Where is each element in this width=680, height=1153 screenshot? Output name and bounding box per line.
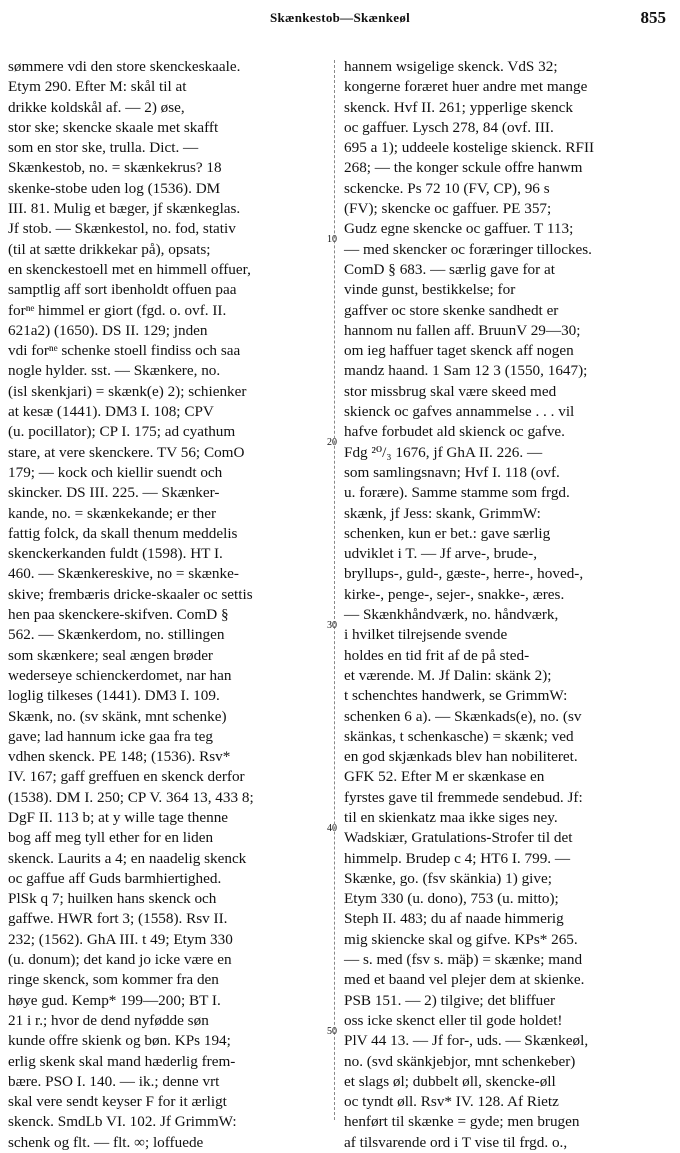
- left-column-line: kunde offre skienk og bøn. KPs 194;: [8, 1032, 231, 1050]
- left-column-line: 562. — Skænkerdom, no. stillingen: [8, 626, 225, 644]
- left-column-line: samptlig aff sort ibenholdt offuen paa: [8, 281, 237, 299]
- line-marker-20: 20: [327, 437, 337, 448]
- right-column-line: skienck oc gafves annammelse . . . vil: [344, 403, 575, 421]
- right-column-line: kirke-, penge-, sejer-, snakke-, æres.: [344, 585, 565, 603]
- right-column-line: mandz haand. 1 Sam 12 3 (1550, 1647);: [344, 362, 588, 380]
- left-column-line: III. 81. Mulig et bæger, jf skænkeglas.: [8, 200, 241, 218]
- left-column-line: drikke koldskål af. — 2) øse,: [8, 98, 185, 116]
- left-column-line: wederseye schienckerdomet, nar han: [8, 666, 232, 684]
- left-column: [8, 57, 326, 1153]
- left-column-line: Skænkestob, no. = skænkekrus? 18: [8, 159, 222, 177]
- line-marker-40: 40: [327, 823, 337, 834]
- left-column-line: bære. PSO I. 140. — ik.; denne vrt: [8, 1072, 220, 1090]
- right-column: [344, 57, 666, 1153]
- page-header: [0, 10, 680, 32]
- left-column-line: oc gaffue aff Guds barmhiertighed.: [8, 869, 222, 887]
- right-column-line: oss icke skenct eller til gode holdet!: [344, 1011, 563, 1029]
- right-column-line: gaffver oc store skenke sandhedt er: [344, 301, 559, 319]
- right-column-line: bryllups-, guld-, gæste-, herre-, hoved-,: [344, 565, 584, 583]
- left-column-line: Skænk, no. (sv skänk, mnt schenke): [8, 707, 227, 725]
- right-column-line: Wadskiær, Gratulations-Strofer til det: [344, 829, 573, 847]
- right-column-line: (FV); skencke oc gaffuer. PE 357;: [344, 200, 552, 218]
- left-column-line: forⁿᵉ himmel er giort (fgd. o. ovf. II.: [8, 301, 227, 319]
- right-column-line: et værende. M. Jf Dalin: skänk 2);: [344, 666, 552, 684]
- left-column-line: gave; lad hannum icke gaa fra teg: [8, 727, 213, 745]
- left-column-line: Jf stob. — Skænkestol, no. fod, stativ: [8, 220, 236, 238]
- right-column-line: PSB 151. — 2) tilgive; det bliffuer: [344, 991, 556, 1009]
- right-column-line: 268; — the konger sckule offre hanwm: [344, 159, 583, 177]
- right-column-line: — s. med (fsv s. mäþ) = skænke; mand: [344, 951, 583, 969]
- right-column-line: til en skienkatz maa ikke siges ney.: [344, 808, 558, 826]
- left-column-line: at kesæ (1441). DM3 I. 108; CPV: [8, 403, 214, 421]
- right-column-line: u. forære). Samme stamme som frgd.: [344, 484, 570, 502]
- left-column-line: erlig skenk skal mand hæderlig frem-: [8, 1052, 236, 1070]
- right-column-line: en god skjænkads blev han nobiliteret.: [344, 748, 578, 766]
- running-title: Skænkestob—Skænkeøl: [269, 10, 411, 25]
- left-column-line: 460. — Skænkereskive, no = skænke-: [8, 565, 239, 583]
- left-column-line: skenckerkanden fuldt (1598). HT I.: [8, 545, 223, 563]
- left-column-line: skincker. DS III. 225. — Skænker-: [8, 484, 220, 502]
- left-column-line: fattig folck, da skall thenum meddelis: [8, 524, 238, 542]
- left-column-line: bog aff meg tyll ether for en liden: [8, 829, 214, 847]
- right-column-line: Fdg ²⁰/₃ 1676, jf GhA II. 226. —: [344, 443, 543, 461]
- right-column-line: PlV 44 13. — Jf for-, uds. — Skænkeøl,: [344, 1032, 589, 1050]
- right-column-line: t schenchtes handwerk, se GrimmW:: [344, 687, 568, 705]
- left-column-line: en skenckestoell met en himmell offuer,: [8, 260, 251, 278]
- left-column-line: skenke-stobe uden log (1536). DM: [8, 179, 221, 197]
- left-column-line: hen paa skenckere-skifven. ComD §: [8, 606, 229, 624]
- left-column-line: loglig tilkeses (1441). DM3 I. 109.: [8, 687, 220, 705]
- left-column-line: nogle hylder. sst. — Skænkere, no.: [8, 362, 221, 380]
- right-column-line: mig skiencke skal og gifve. KPs* 265.: [344, 930, 578, 948]
- right-column-line: af tilsvarende ord i T vise til frgd. o.,: [344, 1133, 568, 1151]
- page-number: 855: [640, 8, 666, 27]
- right-column-line: Gudz egne skencke oc gaffuer. T 113;: [344, 220, 574, 238]
- right-column-line: no. (svd skänkjebjor, mnt schenkeber): [344, 1052, 576, 1070]
- line-marker-10: 10: [327, 234, 337, 245]
- left-column-line: som en stor ske, trulla. Dict. —: [8, 139, 199, 157]
- line-marker-30: 30: [327, 620, 337, 631]
- left-column-line: (u. donum); det kand jo icke være en: [8, 951, 232, 969]
- left-column-line: høye gud. Kemp* 199—200; BT I.: [8, 991, 221, 1009]
- right-column-line: et slags øl; dubbelt øll, skencke-øll: [344, 1072, 556, 1090]
- right-column-line: himmelp. Brudep c 4; HT6 I. 799. —: [344, 849, 571, 867]
- right-column-line: sckencke. Ps 72 10 (FV, CP), 96 s: [344, 179, 550, 197]
- column-divider: [334, 60, 335, 1120]
- left-column-line: stare, at vere skenckere. TV 56; ComO: [8, 443, 245, 461]
- right-column-line: Steph II. 483; du af naade himmerig: [344, 910, 564, 928]
- left-column-line: DgF II. 113 b; at y wille tage thenne: [8, 808, 229, 826]
- right-column-line: stor missbrug skal være skeed med: [344, 382, 557, 400]
- right-column-line: som samlingsnavn; Hvf I. 118 (ovf.: [344, 463, 560, 481]
- left-column-line: (isl skenkjari) = skænk(e) 2); schienker: [8, 382, 247, 400]
- right-column-line: i hvilket tilrejsende svende: [344, 626, 508, 644]
- right-column-line: oc tyndt øll. Rsv* IV. 128. Af Rietz: [344, 1093, 559, 1111]
- right-column-line: hafve forbudet ald skienck oc gafve.: [344, 423, 565, 441]
- right-column-line: Etym 330 (u. dono), 753 (u. mitto);: [344, 890, 559, 908]
- left-column-line: skive; frembæris dricke-skaaler oc settis: [8, 585, 253, 603]
- right-column-line: skenck. Hvf II. 261; ypperlige skenck: [344, 98, 574, 116]
- right-column-line: holdes en tid frit af de på sted-: [344, 646, 530, 664]
- right-column-line: — med skencker oc foræringer tillockes.: [344, 240, 592, 258]
- left-column-line: vdi forⁿᵉ schenke stoell findiss och saa: [8, 342, 241, 360]
- left-column-line: stor ske; skencke skaale met skafft: [8, 118, 219, 136]
- left-column-line: skenck. Laurits a 4; en naadelig skenck: [8, 849, 247, 867]
- left-column-line: (til at sætte drikkekar på), opsats;: [8, 240, 211, 258]
- right-column-line: vinde gunst, bestikkelse; for: [344, 281, 516, 299]
- right-column-line: kongerne foræret huer andre met mange: [344, 78, 588, 96]
- right-column-line: oc gaffuer. Lysch 278, 84 (ovf. III.: [344, 118, 554, 136]
- left-column-line: 179; — kock och kiellir suendt och: [8, 463, 223, 481]
- right-column-line: med et baand vel plejer dem at skienke.: [344, 971, 585, 989]
- right-column-line: Skænke, go. (fsv skänkia) 1) give;: [344, 869, 552, 887]
- right-column-line: udviklet i T. — Jf arve-, brude-,: [344, 545, 538, 563]
- left-column-line: (1538). DM I. 250; CP V. 364 13, 433 8;: [8, 788, 254, 806]
- right-column-line: fyrstes gave til fremmede sendebud. Jf:: [344, 788, 583, 806]
- right-column-line: 695 a 1); uddeele kostelige skienck. RFII: [344, 139, 595, 157]
- left-column-line: schenk og flt. — flt. ∞; loffuede: [8, 1133, 204, 1151]
- right-column-line: GFK 52. Efter M er skænkase en: [344, 768, 545, 786]
- right-column-line: hannom nu fallen aff. BruunV 29—30;: [344, 321, 581, 339]
- right-column-line: skänkas, t schenkasche) = skænk; ved: [344, 727, 574, 745]
- left-column-line: skal vere sendt keyser F for it ærligt: [8, 1093, 227, 1111]
- left-column-line: (u. pocillator); CP I. 175; ad cyathum: [8, 423, 236, 441]
- right-column-line: hannem wsigelige skenck. VdS 32;: [344, 58, 558, 75]
- left-column-line: PlSk q 7; huilken hans skenck och: [8, 890, 217, 908]
- left-column-line: skenck. SmdLb VI. 102. Jf GrimmW:: [8, 1113, 237, 1131]
- right-column-line: om ieg haffuer taget skenck aff nogen: [344, 342, 574, 360]
- left-column-line: som skænkere; seal ængen brøder: [8, 646, 213, 664]
- right-column-line: — Skænkhåndværk, no. håndværk,: [344, 606, 559, 624]
- right-column-line: henført til skænke = gyde; men brugen: [344, 1113, 580, 1131]
- left-column-line: kande, no. = skænkekande; er ther: [8, 504, 217, 522]
- left-column-line: ringe skenck, som kommer fra den: [8, 971, 219, 989]
- right-column-line: ComD § 683. — særlig gave for at: [344, 260, 555, 278]
- left-column-line: 621a2) (1650). DS II. 129; jnden: [8, 321, 208, 339]
- right-column-line: skænk, jf Jess: skank, GrimmW:: [344, 504, 541, 522]
- right-column-line: schenken, kun er bet.: gave særlig: [344, 524, 551, 542]
- left-column-line: Etym 290. Efter M: skål til at: [8, 78, 187, 96]
- right-column-line: schenken 6 a). — Skænkads(e), no. (sv: [344, 707, 582, 725]
- left-column-line: sømmere vdi den store skenckeskaale.: [8, 58, 241, 75]
- left-column-line: IV. 167; gaff greffuen en skenck derfor: [8, 768, 245, 786]
- left-column-line: 232; (1562). GhA III. t 49; Etym 330: [8, 930, 233, 948]
- left-column-line: vdhen skenck. PE 148; (1536). Rsv*: [8, 748, 231, 766]
- left-column-line: gaffwe. HWR fort 3; (1558). Rsv II.: [8, 910, 228, 928]
- line-marker-50: 50: [327, 1026, 337, 1037]
- left-column-line: 21 i r.; hvor de dend nyfødde søn: [8, 1011, 209, 1029]
